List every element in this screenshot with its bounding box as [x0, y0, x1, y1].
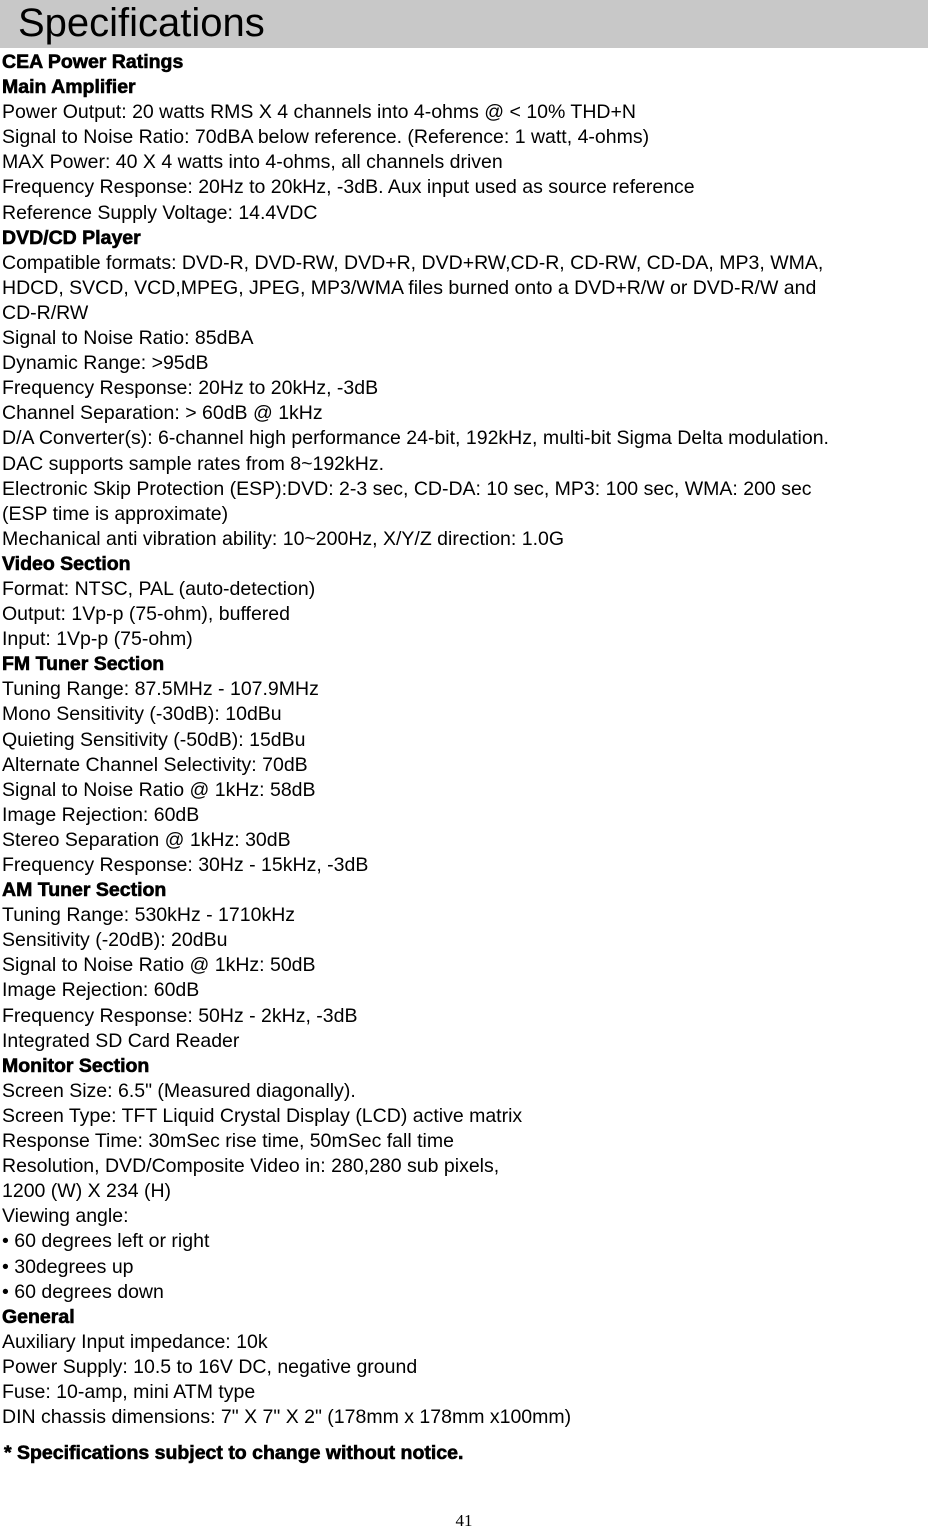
spec-line: Signal to Noise Ratio @ 1kHz: 58dB: [2, 778, 316, 801]
spec-line: Sensitivity (-20dB): 20dBu: [2, 929, 228, 952]
section-dvd-cd-player: [2, 226, 928, 552]
section-heading: Main Amplifier: [2, 76, 136, 99]
title-bar: [0, 0, 928, 48]
spec-line: Tuning Range: 530kHz - 1710kHz: [2, 904, 296, 927]
spec-line: DAC supports sample rates from 8~192kHz.: [2, 452, 385, 475]
page-number: 41: [455, 1511, 473, 1530]
spec-line: Viewing angle:: [2, 1205, 129, 1228]
spec-line: Signal to Noise Ratio: 70dBA below reference. (Reference: 1 watt, 4-ohms): [2, 126, 650, 149]
spec-line: D/A Converter(s): 6-channel high performance 24-bit, 192kHz, multi-bit Sigma Delta modulation.: [2, 427, 829, 450]
spec-line: Frequency Response: 30Hz - 15kHz, -3dB: [2, 854, 369, 876]
spec-line: Electronic Skip Protection (ESP):DVD: 2-3 sec, CD-DA: 10 sec, MP3: 100 sec, WMA: 200 sec: [2, 477, 812, 500]
section-cea-power-ratings: [2, 50, 928, 75]
footnote: * Specifications subject to change without notice.: [4, 1442, 464, 1465]
spec-line: Auxiliary Input impedance: 10k: [2, 1330, 268, 1353]
section-heading: FM Tuner Section: [2, 653, 165, 676]
spec-line: Compatible formats: DVD-R, DVD-RW, DVD+R, DVD+RW,CD-R, CD-RW, CD-DA, MP3, WMA,: [2, 251, 824, 274]
spec-line: Frequency Response: 50Hz - 2kHz, -3dB: [2, 1004, 358, 1027]
spec-line: Frequency Response: 20Hz to 20kHz, -3dB. Aux input used as source reference: [2, 176, 695, 199]
spec-line: Input: 1Vp-p (75-ohm): [2, 628, 193, 651]
section-video: [2, 552, 928, 652]
spec-line: Stereo Separation @ 1kHz: 30dB: [2, 828, 291, 851]
spec-line: Resolution, DVD/Composite Video in: 280,280 sub pixels,: [2, 1155, 500, 1178]
spec-content: [2, 50, 928, 1466]
spec-line: Dynamic Range: >95dB: [2, 352, 209, 375]
section-heading: Monitor Section: [2, 1054, 150, 1077]
spec-line: Image Rejection: 60dB: [2, 803, 200, 826]
spec-line: Reference Supply Voltage: 14.4VDC: [2, 201, 318, 224]
spec-line: Screen Size: 6.5" (Measured diagonally).: [2, 1079, 356, 1102]
spec-line: • 30degrees up: [2, 1255, 134, 1278]
section-am-tuner: [2, 878, 928, 1054]
spec-line: (ESP time is approximate): [2, 502, 229, 525]
spec-line: Mono Sensitivity (-30dB): 10dBu: [2, 703, 282, 726]
spec-line: CD-R/RW: [2, 301, 89, 324]
spec-line: HDCD, SVCD, VCD,MPEG, JPEG, MP3/WMA files burned onto a DVD+R/W or DVD-R/W and: [2, 276, 817, 299]
spec-line: Signal to Noise Ratio: 85dBA: [2, 327, 254, 350]
section-heading: General: [2, 1305, 75, 1328]
spec-line: DIN chassis dimensions: 7" X 7" X 2" (178mm x 178mm x100mm): [2, 1406, 572, 1429]
spec-line: Integrated SD Card Reader: [2, 1029, 240, 1052]
section-main-amplifier: [2, 75, 928, 226]
page-title: Specifications: [18, 1, 265, 45]
spec-line: Tuning Range: 87.5MHz - 107.9MHz: [2, 678, 319, 701]
spec-line: 1200 (W) X 234 (H): [2, 1180, 172, 1203]
section-general: [2, 1305, 928, 1430]
section-heading: AM Tuner Section: [2, 879, 167, 902]
spec-line: Power Output: 20 watts RMS X 4 channels into 4-ohms @ < 10% THD+N: [2, 101, 636, 124]
section-heading: DVD/CD Player: [2, 226, 141, 249]
spec-line: Frequency Response: 20Hz to 20kHz, -3dB: [2, 377, 379, 400]
spec-line: Signal to Noise Ratio @ 1kHz: 50dB: [2, 954, 316, 977]
spec-line: • 60 degrees down: [2, 1280, 164, 1303]
spec-line: Mechanical anti vibration ability: 10~200Hz, X/Y/Z direction: 1.0G: [2, 527, 564, 550]
spec-line: Power Supply: 10.5 to 16V DC, negative ground: [2, 1355, 418, 1378]
spec-line: Screen Type: TFT Liquid Crystal Display (LCD) active matrix: [2, 1104, 523, 1127]
spec-line: Quieting Sensitivity (-50dB): 15dBu: [2, 728, 306, 751]
spec-line: Alternate Channel Selectivity: 70dB: [2, 753, 308, 776]
spec-line: Channel Separation: > 60dB @ 1kHz: [2, 402, 323, 425]
section-heading: CEA Power Ratings: [2, 51, 184, 73]
spec-line: Response Time: 30mSec rise time, 50mSec fall time: [2, 1130, 454, 1153]
spec-line: Output: 1Vp-p (75-ohm), buffered: [2, 603, 290, 626]
spec-line: Fuse: 10-amp, mini ATM type: [2, 1380, 256, 1403]
section-heading: Video Section: [2, 552, 131, 575]
spec-line: Format: NTSC, PAL (auto-detection): [2, 577, 316, 600]
spec-line: • 60 degrees left or right: [2, 1230, 210, 1253]
spec-line: Image Rejection: 60dB: [2, 979, 200, 1002]
section-fm-tuner: [2, 652, 928, 878]
section-monitor: [2, 1054, 928, 1305]
spec-line: MAX Power: 40 X 4 watts into 4-ohms, all channels driven: [2, 151, 503, 174]
